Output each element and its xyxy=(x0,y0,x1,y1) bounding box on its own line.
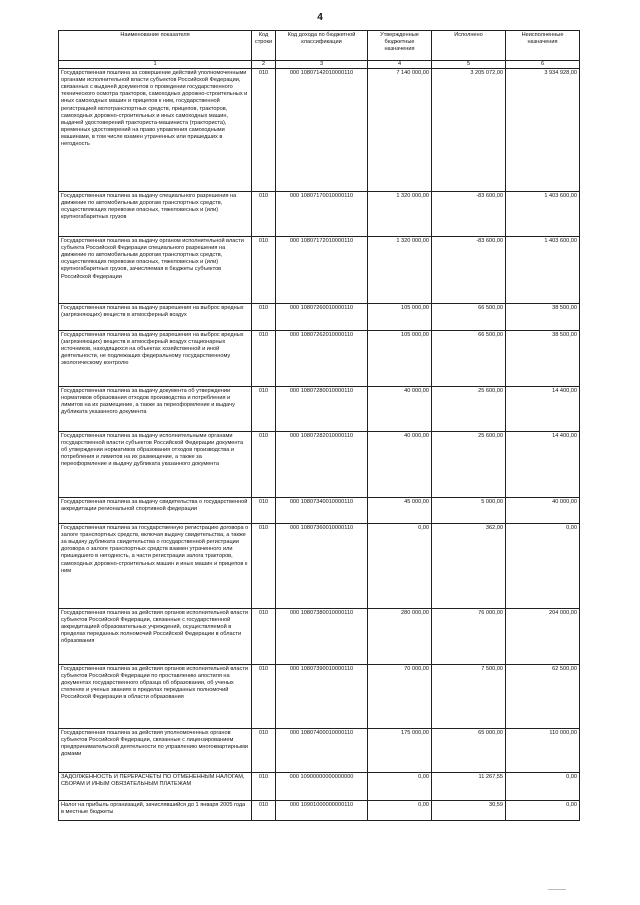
line-code: 010 xyxy=(252,801,276,821)
header-approved: Утвержденные бюджетные назначения xyxy=(368,31,432,61)
table-row xyxy=(59,237,580,304)
income-code: 000 10807172010000110 xyxy=(276,237,368,304)
approved-amount: 105 000,00 xyxy=(368,331,432,387)
line-code: 010 xyxy=(252,387,276,432)
executed-amount: 7 500,00 xyxy=(432,665,506,729)
indicator-name: Государственная пошлина за совершение действий уполномоченными органами исполнительной власти субъектов Российской Федерации, связанных с выдачей документов о проведении государственного технического осмотра тракторов, самоходных дорожно-строительных и иных самоходных машин и прицепов к ним, государственной регистрацией мототранспортных средств, прицепов, тракторов, самоходных дорожно-строительных и иных самоходных машин, выдачей удостоверений тракториста-машиниста (тракториста), временных удостоверений на право управления самоходными машинами, в том числе взамен утраченных или пришедших в негодность xyxy=(59,69,252,192)
column-number: 4 xyxy=(368,61,432,69)
budget-execution-table xyxy=(58,30,580,821)
line-code: 010 xyxy=(252,773,276,801)
approved-amount: 40 000,00 xyxy=(368,387,432,432)
column-number: 1 xyxy=(59,61,252,69)
page-number: 4 xyxy=(317,12,323,23)
income-code: 000 10807340010000110 xyxy=(276,498,368,524)
table-row xyxy=(59,192,580,237)
unexecuted-amount: 38 500,00 xyxy=(506,331,580,387)
approved-amount: 0,00 xyxy=(368,524,432,609)
table-row xyxy=(59,331,580,387)
executed-amount: 11 267,55 xyxy=(432,773,506,801)
indicator-name: Государственная пошлина за выдачу исполнительными органами государственной власти субъектов Российской Федерации документа об утверждении нормативов образования отходов производства и потребления и лимитов на их размещение, а также за переоформление и выдачу дубликата указанного документа xyxy=(59,432,252,498)
executed-amount: 76 000,00 xyxy=(432,609,506,665)
income-code: 000 10807260010000110 xyxy=(276,304,368,331)
executed-amount: -83 600,00 xyxy=(432,192,506,237)
indicator-name: Налог на прибыль организаций, зачислявшийся до 1 января 2005 года в местные бюджеты xyxy=(59,801,252,821)
header-line-code: Код строки xyxy=(252,31,276,61)
unexecuted-amount: 1 403 600,00 xyxy=(506,237,580,304)
unexecuted-amount: 110 000,00 xyxy=(506,729,580,773)
line-code: 010 xyxy=(252,665,276,729)
line-code: 010 xyxy=(252,304,276,331)
approved-amount: 7 140 000,00 xyxy=(368,69,432,192)
line-code: 010 xyxy=(252,69,276,192)
table-row xyxy=(59,524,580,609)
approved-amount: 0,00 xyxy=(368,801,432,821)
line-code: 010 xyxy=(252,609,276,665)
table-row xyxy=(59,69,580,192)
executed-amount: 66 500,00 xyxy=(432,304,506,331)
unexecuted-amount: 62 500,00 xyxy=(506,665,580,729)
indicator-name: Государственная пошлина за выдачу разрешения на выброс вредных (загрязняющих) веществ в атмосферный воздух стационарных источников, находящихся на объектах хозяйственной и иной деятельности, не подлежащих федеральному государственному экологическому контролю xyxy=(59,331,252,387)
column-number: 3 xyxy=(276,61,368,69)
unexecuted-amount: 1 403 600,00 xyxy=(506,192,580,237)
header-unexecuted: Неисполненные назначения xyxy=(506,31,580,61)
indicator-name: ЗАДОЛЖЕННОСТЬ И ПЕРЕРАСЧЕТЫ ПО ОТМЕНЕННЫМ НАЛОГАМ, СБОРАМ И ИНЫМ ОБЯЗАТЕЛЬНЫМ ПЛАТЕЖАМ xyxy=(59,773,252,801)
executed-amount: 25 600,00 xyxy=(432,387,506,432)
table-row xyxy=(59,801,580,821)
income-code: 000 10900000000000000 xyxy=(276,773,368,801)
line-code: 010 xyxy=(252,432,276,498)
indicator-name: Государственная пошлина за выдачу документа об утверждении нормативов образования отходов производства и потребления и лимитов на их размещение, а также за переоформление и выдачу дубликата указанного документа xyxy=(59,387,252,432)
approved-amount: 280 000,00 xyxy=(368,609,432,665)
approved-amount: 175 000,00 xyxy=(368,729,432,773)
unexecuted-amount: 38 500,00 xyxy=(506,304,580,331)
executed-amount: -83 600,00 xyxy=(432,237,506,304)
table-row xyxy=(59,773,580,801)
line-code: 010 xyxy=(252,524,276,609)
approved-amount: 40 000,00 xyxy=(368,432,432,498)
income-code: 000 10807360010000110 xyxy=(276,524,368,609)
executed-amount: 25 600,00 xyxy=(432,432,506,498)
line-code: 010 xyxy=(252,498,276,524)
table-row xyxy=(59,665,580,729)
unexecuted-amount: 3 934 928,00 xyxy=(506,69,580,192)
income-code: 000 10807142010000110 xyxy=(276,69,368,192)
line-code: 010 xyxy=(252,237,276,304)
unexecuted-amount: 40 000,00 xyxy=(506,498,580,524)
indicator-name: Государственная пошлина за действия органов исполнительной власти субъектов Российской Федерации, связанные с государственной аккредитацией образовательных учреждений, осуществляемой в пределах переданных полномочий Российской Федерации в области образования xyxy=(59,609,252,665)
approved-amount: 0,00 xyxy=(368,773,432,801)
indicator-name: Государственная пошлина за действия уполномоченных органов субъектов Российской Федерации, связанные с лицензированием предпринимательской деятельности по управлению многоквартирными домами xyxy=(59,729,252,773)
indicator-name: Государственная пошлина за выдачу разрешения на выброс вредных (загрязняющих) веществ в атмосферный воздух xyxy=(59,304,252,331)
income-code: 000 10807262010000110 xyxy=(276,331,368,387)
column-number: 5 xyxy=(432,61,506,69)
income-code: 000 10807400010000110 xyxy=(276,729,368,773)
header-indicator-name: Наименование показателя xyxy=(59,31,252,61)
unexecuted-amount: 0,00 xyxy=(506,801,580,821)
unexecuted-amount: 14 400,00 xyxy=(506,387,580,432)
line-code: 010 xyxy=(252,192,276,237)
table-row xyxy=(59,432,580,498)
approved-amount: 70 000,00 xyxy=(368,665,432,729)
header-income-code: Код дохода по бюджетной классификации xyxy=(276,31,368,61)
approved-amount: 45 000,00 xyxy=(368,498,432,524)
scan-artifact xyxy=(548,889,566,890)
indicator-name: Государственная пошлина за государственную регистрацию договора о залоге транспортных средств, включая выдачу свидетельства, а также за выдачу дубликата свидетельства о государственной регистрации договора о залоге транспортных средств взамен утраченного или пришедшего в негодность, а части регистрации залога тракторов, самоходных дорожно-строительных машин и иных машин и прицепов к ним xyxy=(59,524,252,609)
executed-amount: 30,59 xyxy=(432,801,506,821)
approved-amount: 105 000,00 xyxy=(368,304,432,331)
table-row xyxy=(59,304,580,331)
income-code: 000 10807170010000110 xyxy=(276,192,368,237)
header-executed: Исполнено xyxy=(432,31,506,61)
income-code: 000 10807390010000110 xyxy=(276,665,368,729)
line-code: 010 xyxy=(252,729,276,773)
column-number: 2 xyxy=(252,61,276,69)
indicator-name: Государственная пошлина за выдачу свидетельства о государственной аккредитации региональной спортивной федерации xyxy=(59,498,252,524)
executed-amount: 65 000,00 xyxy=(432,729,506,773)
income-code: 000 10807282010000110 xyxy=(276,432,368,498)
income-code: 000 10901000000000110 xyxy=(276,801,368,821)
income-code: 000 10807380010000110 xyxy=(276,609,368,665)
unexecuted-amount: 0,00 xyxy=(506,524,580,609)
table-row xyxy=(59,498,580,524)
table-row xyxy=(59,609,580,665)
line-code: 010 xyxy=(252,331,276,387)
unexecuted-amount: 0,00 xyxy=(506,773,580,801)
approved-amount: 1 320 000,00 xyxy=(368,237,432,304)
table-row xyxy=(59,387,580,432)
indicator-name: Государственная пошлина за выдачу специального разрешения на движение по автомобильным дорогам транспортных средств, осуществляющих перевозки опасных, тяжеловесных и (или) крупногабаритных грузов xyxy=(59,192,252,237)
executed-amount: 3 205 072,00 xyxy=(432,69,506,192)
unexecuted-amount: 204 000,00 xyxy=(506,609,580,665)
column-number: 6 xyxy=(506,61,580,69)
executed-amount: 5 000,00 xyxy=(432,498,506,524)
executed-amount: 362,00 xyxy=(432,524,506,609)
indicator-name: Государственная пошлина за действия органов исполнительной власти субъектов Российской Федерации по проставлению апостиля на документах государственного образца об образовании, об ученых степенях и ученых званиях в пределах переданных полномочий Российской Федерации в области образования xyxy=(59,665,252,729)
unexecuted-amount: 14 400,00 xyxy=(506,432,580,498)
approved-amount: 1 320 000,00 xyxy=(368,192,432,237)
indicator-name: Государственная пошлина за выдачу органом исполнительной власти субъекта Российской Федерации специального разрешения на движение по автомобильным дорогам транспортных средств, осуществляющих перевозки опасных, тяжеловесных и (или) крупногабаритных грузов, зачисляемая в бюджеты субъектов Российской Федерации xyxy=(59,237,252,304)
executed-amount: 66 500,00 xyxy=(432,331,506,387)
income-code: 000 10807280010000110 xyxy=(276,387,368,432)
table-row xyxy=(59,729,580,773)
